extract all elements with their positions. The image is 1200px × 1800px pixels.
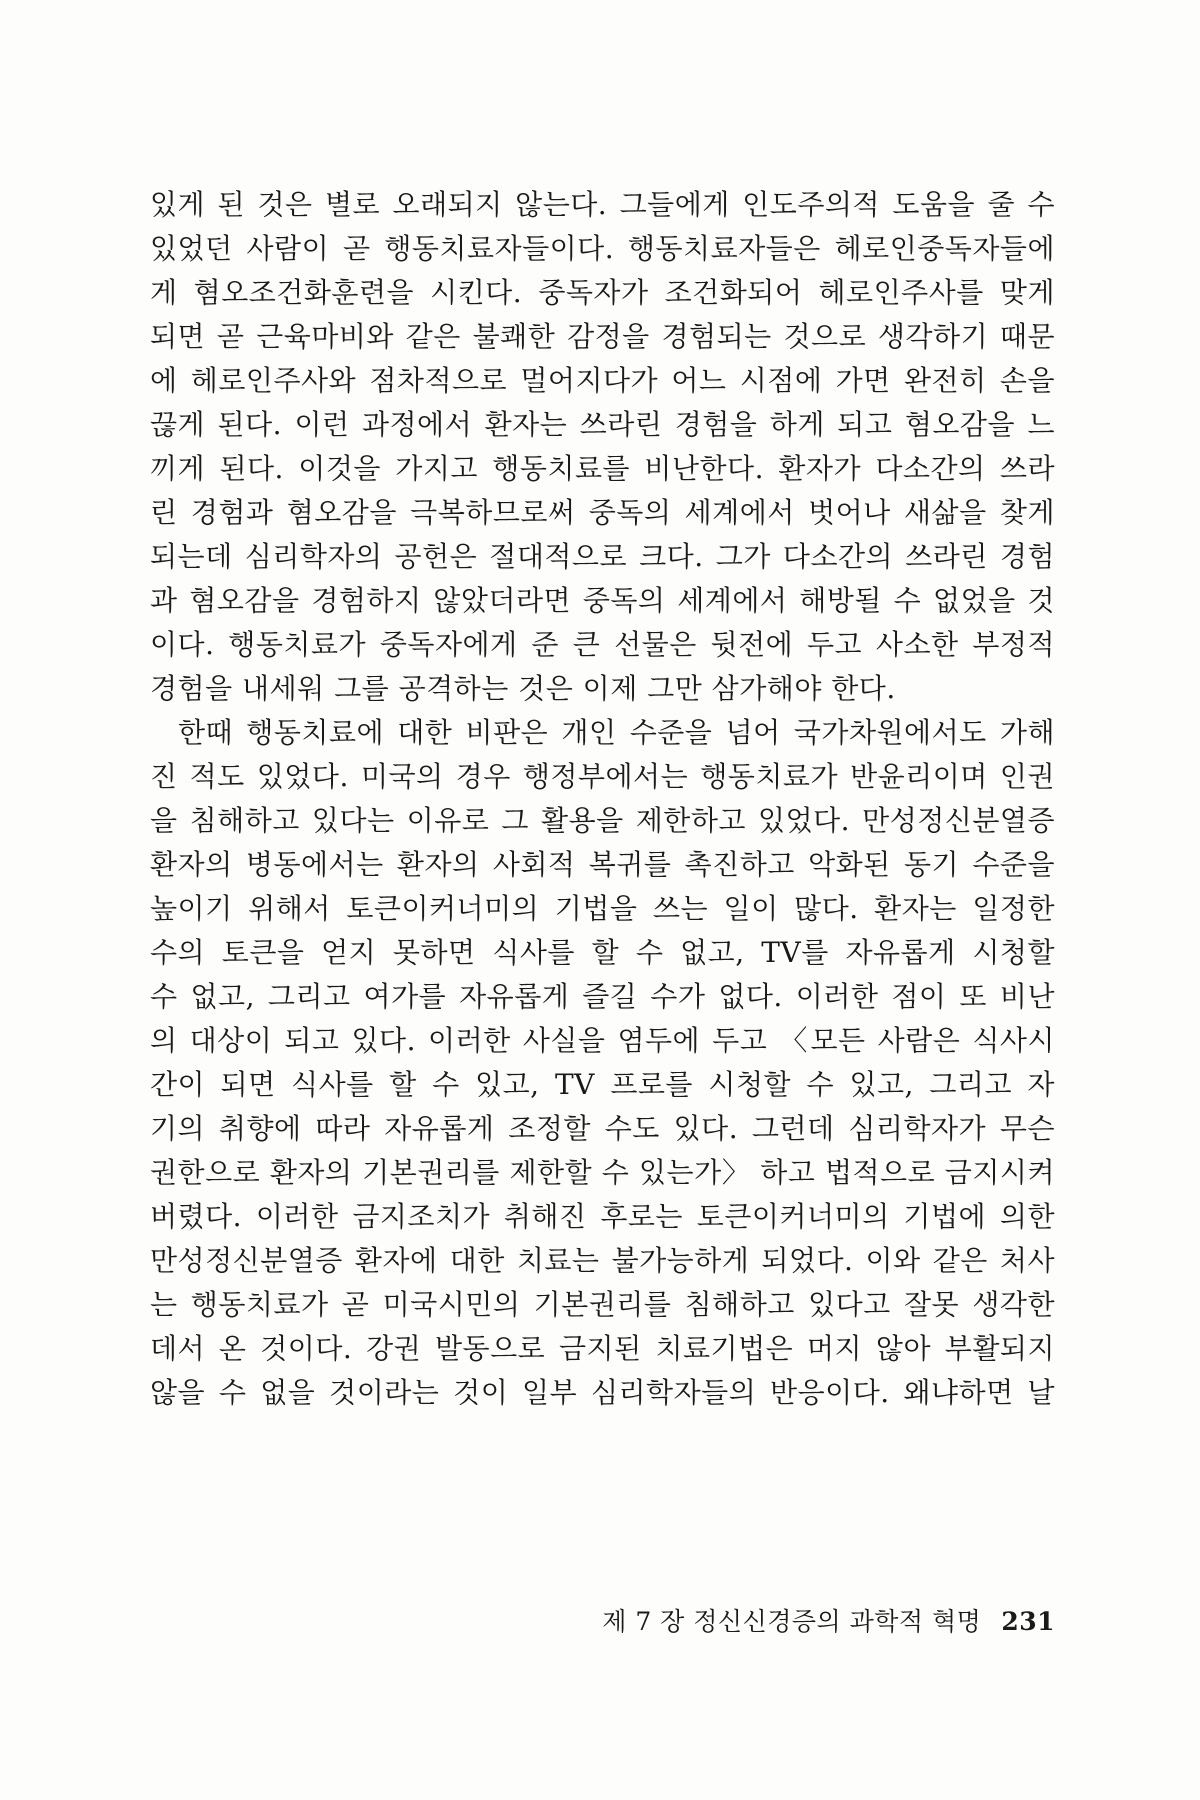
text-line: 진 적도 있었다. 미국의 경우 행정부에서는 행동치료가 반윤리이며 인권 bbox=[150, 760, 1055, 793]
text-line: 만성정신분열증 환자에 대한 치료는 불가능하게 되었다. 이와 같은 처사 bbox=[150, 1244, 1055, 1277]
text-line: 기의 취향에 따라 자유롭게 조정할 수도 있다. 그런데 심리학자가 무슨 bbox=[150, 1112, 1055, 1145]
text-line: 끊게 된다. 이런 과정에서 환자는 쓰라린 경험을 하게 되고 혐오감을 느 bbox=[150, 408, 1055, 441]
text-line: 않을 수 없을 것이라는 것이 일부 심리학자들의 반응이다. 왜냐하면 날 bbox=[150, 1376, 1055, 1409]
text-line: 에 헤로인주사와 점차적으로 멀어지다가 어느 시점에 가면 완전히 손을 bbox=[150, 364, 1055, 397]
text-line: 게 혐오조건화훈련을 시킨다. 중독자가 조건화되어 헤로인주사를 맞게 bbox=[150, 276, 1055, 309]
text-line: 환자의 병동에서는 환자의 사회적 복귀를 촉진하고 악화된 동기 수준을 bbox=[150, 848, 1055, 881]
running-chapter-title: 제 7 장 정신신경증의 과학적 혁명 bbox=[602, 1607, 982, 1636]
text-line: 되면 곧 근육마비와 같은 불쾌한 감정을 경험되는 것으로 생각하기 때문 bbox=[150, 320, 1055, 353]
page-number: 231 bbox=[1001, 1607, 1055, 1636]
text-line: 과 혐오감을 경험하지 않았더라면 중독의 세계에서 해방될 수 없었을 것 bbox=[150, 584, 1055, 617]
text-line: 높이기 위해서 토큰이커너미의 기법을 쓰는 일이 많다. 환자는 일정한 bbox=[150, 892, 1055, 925]
text-line: 수의 토큰을 얻지 못하면 식사를 할 수 없고, TV를 자유롭게 시청할 bbox=[150, 936, 1055, 969]
text-line: 는 행동치료가 곧 미국시민의 기본권리를 침해하고 있다고 잘못 생각한 bbox=[150, 1288, 1055, 1321]
text-line: 을 침해하고 있다는 이유로 그 활용을 제한하고 있었다. 만성정신분열증 bbox=[150, 804, 1055, 837]
text-line: 권한으로 환자의 기본권리를 제한할 수 있는가〉 하고 법적으로 금지시켜 bbox=[150, 1156, 1055, 1189]
text-line: 버렸다. 이러한 금지조치가 취해진 후로는 토큰이커너미의 기법에 의한 bbox=[150, 1200, 1055, 1233]
text-line: 한때 행동치료에 대한 비판은 개인 수준을 넘어 국가차원에서도 가해 bbox=[178, 716, 1055, 749]
text-line: 있었던 사람이 곧 행동치료자들이다. 행동치료자들은 헤로인중독자들에 bbox=[150, 232, 1055, 265]
text-line: 이다. 행동치료가 중독자에게 준 큰 선물은 뒷전에 두고 사소한 부정적 bbox=[150, 628, 1055, 661]
text-line: 있게 된 것은 별로 오래되지 않는다. 그들에게 인도주의적 도움을 줄 수 bbox=[150, 188, 1055, 221]
text-line: 의 대상이 되고 있다. 이러한 사실을 염두에 두고 〈모든 사람은 식사시 bbox=[150, 1024, 1055, 1057]
text-line: 간이 되면 식사를 할 수 있고, TV 프로를 시청할 수 있고, 그리고 자 bbox=[150, 1068, 1055, 1101]
text-line: 경험을 내세워 그를 공격하는 것은 이제 그만 삼가해야 한다. bbox=[150, 672, 896, 705]
text-line: 끼게 된다. 이것을 가지고 행동치료를 비난한다. 환자가 다소간의 쓰라 bbox=[150, 452, 1055, 485]
text-line: 데서 온 것이다. 강권 발동으로 금지된 치료기법은 머지 않아 부활되지 bbox=[150, 1332, 1055, 1365]
text-line: 되는데 심리학자의 공헌은 절대적으로 크다. 그가 다소간의 쓰라린 경험 bbox=[150, 540, 1055, 573]
body-text bbox=[150, 183, 1055, 1415]
page-footer bbox=[602, 1605, 1055, 1639]
text-line: 린 경험과 혐오감을 극복하므로써 중독의 세계에서 벗어나 새삶을 찾게 bbox=[150, 496, 1055, 529]
text-line: 수 없고, 그리고 여가를 자유롭게 즐길 수가 없다. 이러한 점이 또 비난 bbox=[150, 980, 1055, 1013]
